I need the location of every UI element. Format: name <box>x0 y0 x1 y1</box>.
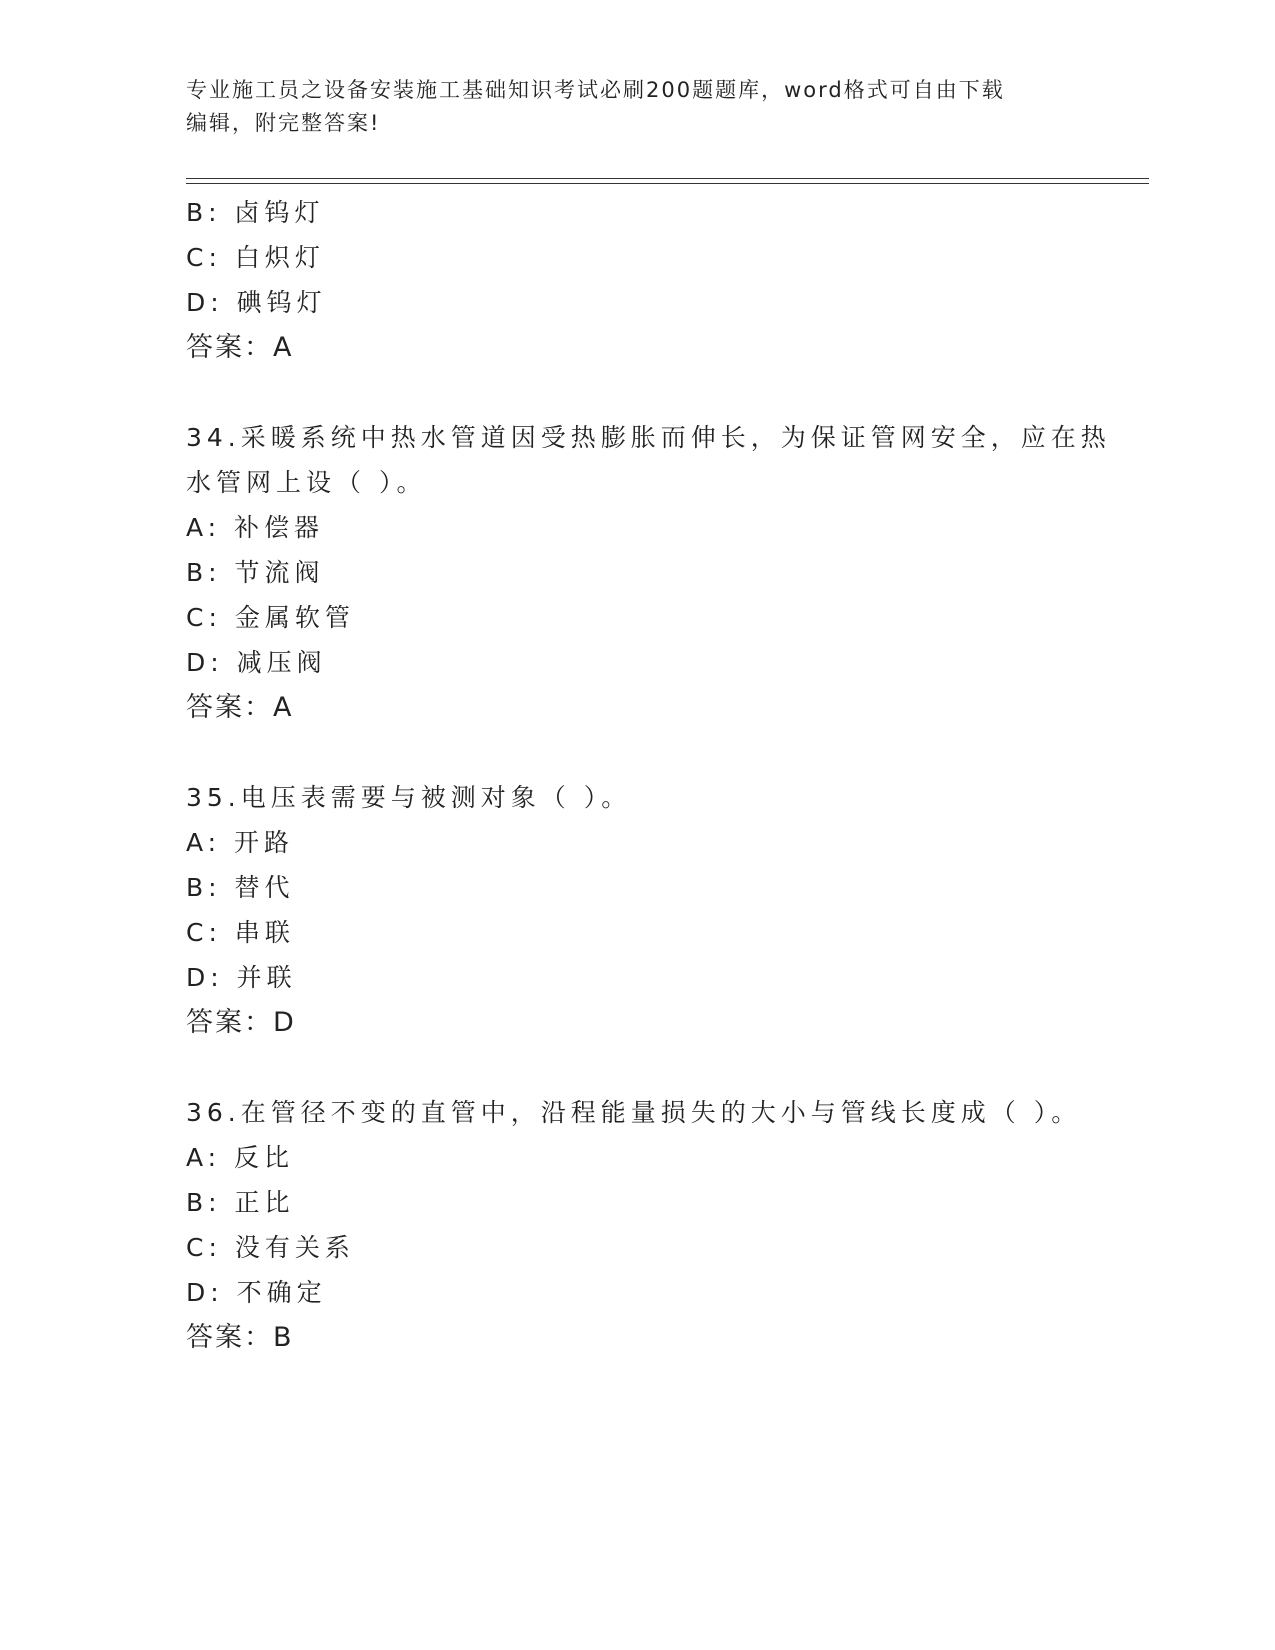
spacer <box>186 370 1149 415</box>
option-c: C: 金属软管 <box>186 603 355 632</box>
option-d: D: 不确定 <box>186 1278 327 1307</box>
option-c: C: 串联 <box>186 918 295 947</box>
option-c: C: 白炽灯 <box>186 243 325 272</box>
option-a: A: 开路 <box>186 828 295 857</box>
spacer <box>186 1045 1149 1090</box>
question-36 <box>186 1090 1149 1360</box>
option-b: B: 节流阀 <box>186 558 325 587</box>
answer-36: 答案：B <box>186 1322 294 1353</box>
header-divider-top <box>186 178 1149 179</box>
question-33-tail <box>186 190 1149 370</box>
option-a: A: 反比 <box>186 1143 295 1172</box>
question-stem-line-1: 34.采暖系统中热水管道因受热膨胀而伸长，为保证管网安全，应在热 <box>186 423 1111 452</box>
option-d: D: 并联 <box>186 963 297 992</box>
question-stem-line-1: 36.在管径不变的直管中，沿程能量损失的大小与管线长度成（ ）。 <box>186 1098 1082 1127</box>
answer-35: 答案：D <box>186 1007 296 1038</box>
option-a: A: 补偿器 <box>186 513 325 542</box>
option-b: B: 卤钨灯 <box>186 198 325 227</box>
header-divider-bottom <box>186 183 1149 184</box>
document-header <box>186 74 1106 140</box>
option-d: D: 碘钨灯 <box>186 288 327 317</box>
option-d: D: 减压阀 <box>186 648 327 677</box>
answer-33: 答案：A <box>186 332 294 363</box>
question-35 <box>186 775 1149 1045</box>
question-34 <box>186 415 1149 730</box>
option-c: C: 没有关系 <box>186 1233 355 1262</box>
spacer <box>186 730 1149 775</box>
question-list <box>186 190 1149 1360</box>
question-stem-line-2: 水管网上设（ ）。 <box>186 468 427 497</box>
answer-34: 答案：A <box>186 692 294 723</box>
header-title-line-1: 专业施工员之设备安装施工基础知识考试必刷200题题库，word格式可自由下载 <box>186 78 1005 102</box>
header-title-line-2: 编辑，附完整答案! <box>186 111 381 135</box>
option-b: B: 正比 <box>186 1188 295 1217</box>
option-b: B: 替代 <box>186 873 295 902</box>
question-stem-line-1: 35.电压表需要与被测对象（ ）。 <box>186 783 632 812</box>
